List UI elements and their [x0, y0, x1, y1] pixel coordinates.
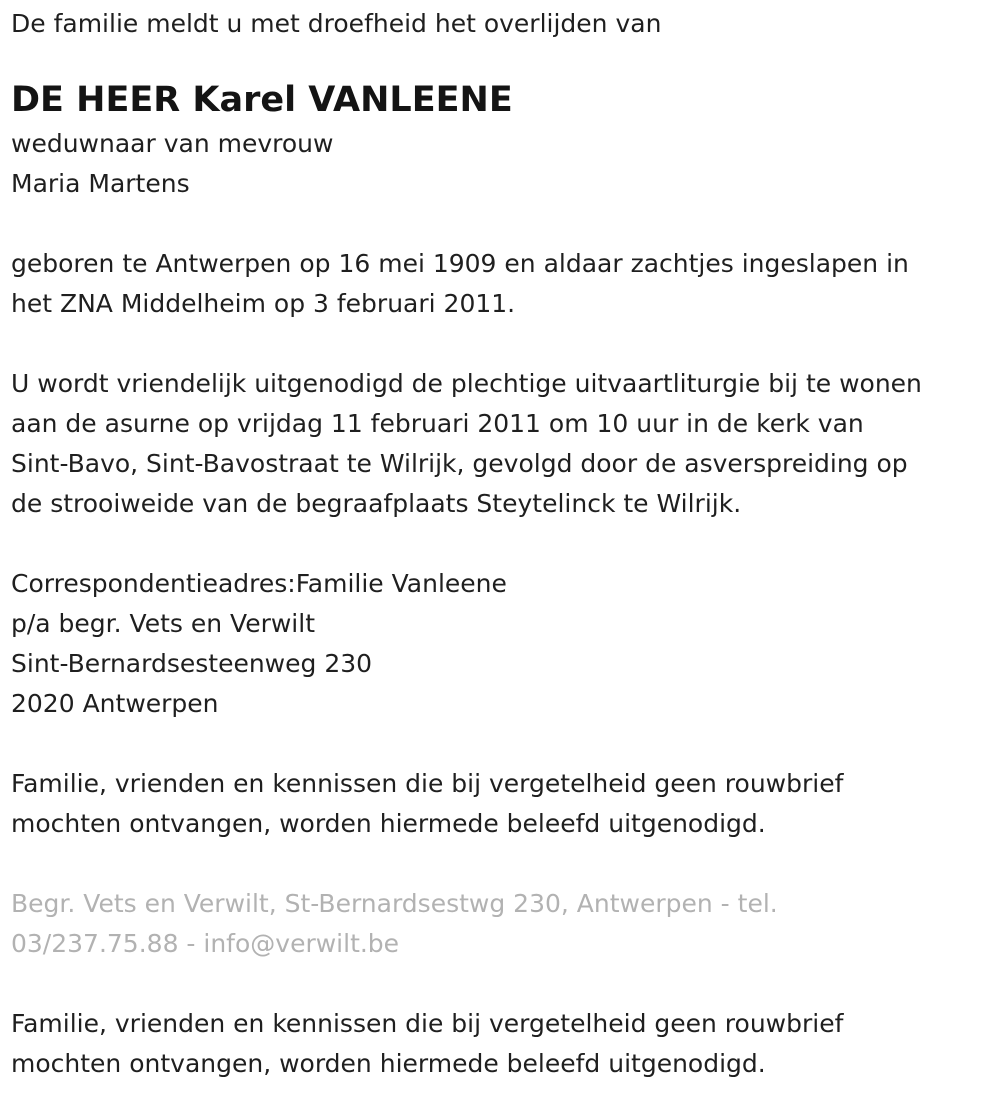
funeral-line: Sint-Bavo, Sint-Bavostraat te Wilrijk, gevolgd door de asverspreiding op: [11, 449, 908, 478]
intro-text: De familie meldt u met droefheid het overlijden van: [11, 9, 662, 38]
notice-line: Familie, vrienden en kennissen die bij vergetelheid geen rouwbrief: [11, 769, 844, 798]
deceased-name: DE HEER Karel VANLEENE: [11, 80, 513, 120]
undertaker-contact: 03/237.75.88 - info@verwilt.be: [11, 929, 400, 958]
notice-line: mochten ontvangen, worden hiermede beleefd uitgenodigd.: [11, 1049, 766, 1078]
correspondence-line: Sint-Bernardsesteenweg 230: [11, 649, 373, 678]
funeral-line: de strooiweide van de begraafplaats Steytelinck te Wilrijk.: [11, 489, 742, 518]
spouse-name: Maria Martens: [11, 169, 190, 198]
birth-death-line: het ZNA Middelheim op 3 februari 2011.: [11, 289, 516, 318]
notice-block-repeat: [11, 1004, 988, 1084]
undertaker-line: Begr. Vets en Verwilt, St-Bernardsestwg 230, Antwerpen - tel.: [11, 889, 778, 918]
correspondence-line: 2020 Antwerpen: [11, 689, 219, 718]
notice-line: mochten ontvangen, worden hiermede beleefd uitgenodigd.: [11, 809, 766, 838]
correspondence-block: [11, 564, 988, 724]
correspondence-line: p/a begr. Vets en Verwilt: [11, 609, 316, 638]
funeral-block: [11, 364, 988, 524]
notice-line: Familie, vrienden en kennissen die bij vergetelheid geen rouwbrief: [11, 1009, 844, 1038]
spouse-line: weduwnaar van mevrouw: [11, 129, 334, 158]
correspondence-line: Correspondentieadres:Familie Vanleene: [11, 569, 507, 598]
undertaker-block: [11, 884, 988, 964]
funeral-line: aan de asurne op vrijdag 11 februari 2011 om 10 uur in de kerk van: [11, 409, 864, 438]
spouse-block: [11, 124, 988, 204]
notice-block: [11, 764, 988, 844]
funeral-line: U wordt vriendelijk uitgenodigd de plechtige uitvaartliturgie bij te wonen: [11, 369, 922, 398]
birth-death-block: [11, 244, 988, 324]
birth-death-line: geboren te Antwerpen op 16 mei 1909 en aldaar zachtjes ingeslapen in: [11, 249, 909, 278]
